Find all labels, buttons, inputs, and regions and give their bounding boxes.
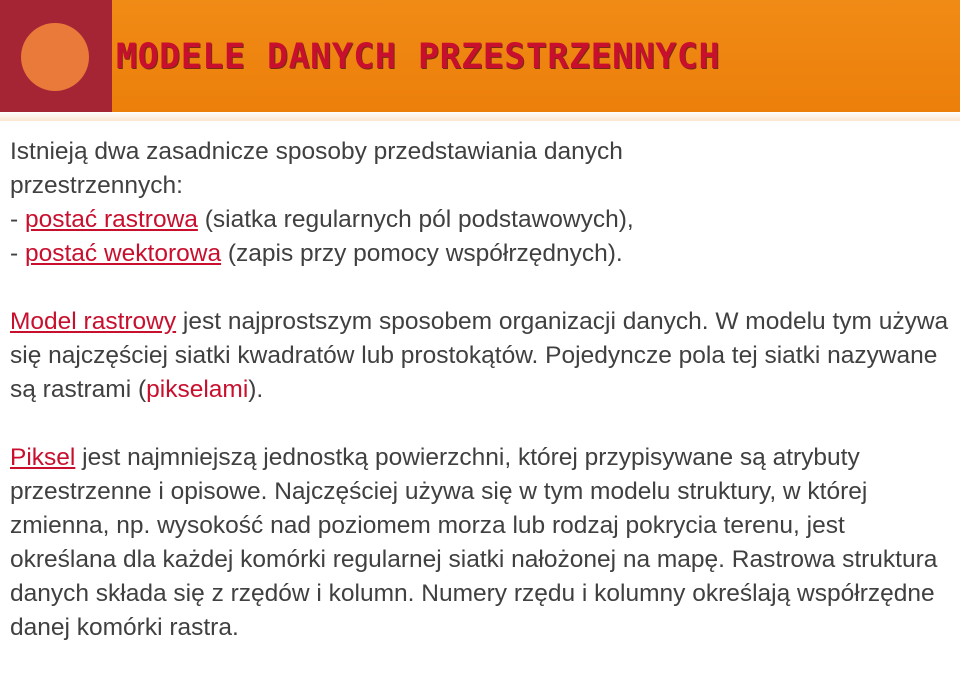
circle-decoration — [21, 23, 89, 91]
header-accent-block — [0, 0, 112, 112]
pixel-link[interactable]: Piksel — [10, 444, 76, 471]
header-divider — [0, 112, 960, 121]
pixel-paragraph — [10, 441, 955, 645]
list-bullet: - — [10, 240, 25, 267]
paragraph-gap — [10, 271, 955, 305]
intro-line-1: Istnieją dwa zasadnicze sposoby przedstawiania danych — [10, 138, 623, 165]
list-item-raster — [10, 203, 955, 237]
intro-line-2: przestrzennych: — [10, 172, 183, 199]
slide-title: MODELE DANYCH PRZESTRZENNYCH — [116, 37, 721, 77]
list-item-vector — [10, 237, 955, 271]
paragraph-gap — [10, 407, 955, 441]
raster-link[interactable]: postać rastrowa — [24, 206, 198, 233]
raster-model-text: jest najprostszym sposobem organizacji danych. W modelu tym używa się najczęściej siatki kwadratów lub prostokątów. Pojedyncze pola tej siatki nazywane są rastrami ( — [10, 308, 949, 403]
list-item-text: (zapis przy pomocy współrzędnych). — [221, 240, 623, 267]
pixel-text: jest najmniejszą jednostką powierzchni, której przypisywane są atrybuty przestrzenne i opisowe. Najczęściej używa się w tym modelu struktury, w której zmienna, np. wysokość nad poziomem morza lub rodzaj pokrycia terenu, jest określana dla każdej komórki regularnej siatki nałożonej na mapę. Rastrowa struktura danych składa się z rzędów i kolumn. Numery rzędu i kolumny określają współrzędne danej komórki rastra. — [10, 444, 938, 641]
pixels-term: pikselami — [146, 376, 249, 403]
list-item-text: (siatka regularnych pól podstawowych), — [197, 206, 634, 233]
slide-content — [10, 135, 955, 645]
list-bullet: - — [10, 206, 25, 233]
raster-model-paragraph — [10, 305, 955, 407]
raster-model-text-end: ). — [248, 376, 264, 403]
raster-model-link[interactable]: Model rastrowy — [10, 308, 177, 335]
vector-link[interactable]: postać wektorowa — [24, 240, 222, 267]
